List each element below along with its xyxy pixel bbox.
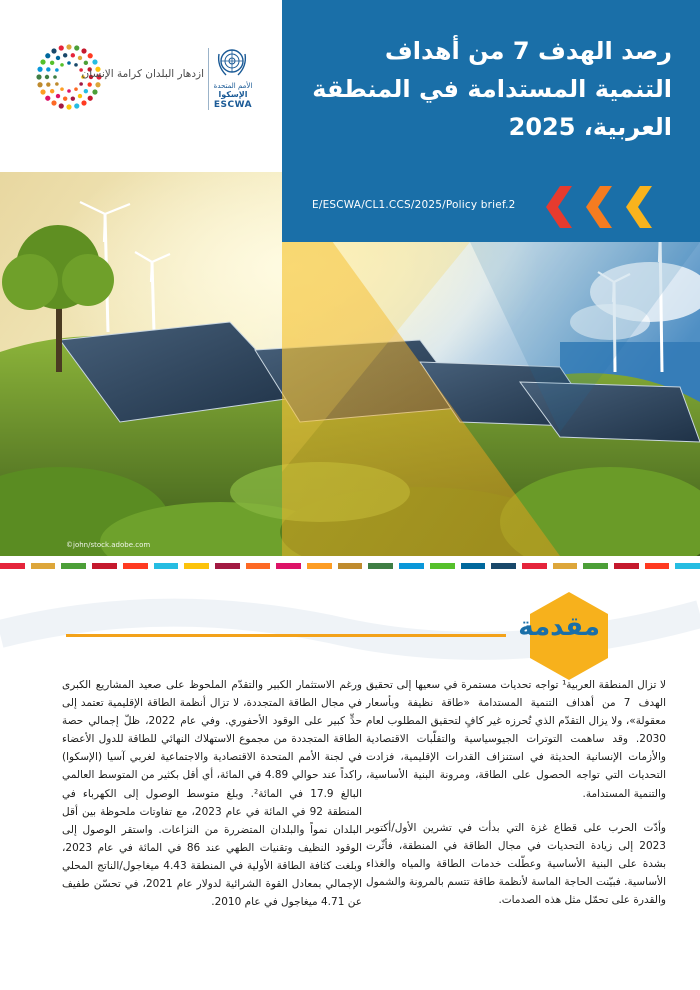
body-column-right [366,676,666,925]
sdg-bar-segment [246,563,271,569]
sdg-bar-segment [338,563,363,569]
sdg-bar-segment [154,563,179,569]
sdg-bar-segment [430,563,455,569]
body-column-left [62,676,362,927]
chevron-shape [546,186,572,228]
org-name-ar: الإسكوا [218,90,248,99]
sdg-bar-segment [491,563,516,569]
logo-tagline: ازدهار البلدان كرامة الإنسان [81,68,204,80]
un-emblem-icon [214,44,250,80]
sdg-bar-segment [583,563,608,569]
page-title: رصد الهدف 7 من أهداف التنمية المستدامة في المنطقة العربية، 2025 [312,37,672,141]
sdg-bar-segment [522,563,547,569]
sdg-bar-segment [215,563,240,569]
sdg-bar-segment [307,563,332,569]
org-name-ar-top: الأمم المتحدة [213,82,253,90]
logo-divider [208,48,209,110]
sdg-bar-segment [123,563,148,569]
sdg-bar-segment [645,563,670,569]
chevrons-icon [540,186,660,228]
heading-underline [66,634,506,637]
section-heading: مقدمة [518,612,600,642]
sdg-bar-segment [0,563,25,569]
chevron-shape [626,186,652,228]
sdg-bar-segment [614,563,639,569]
sdg-bar-segment [61,563,86,569]
sdg-bar-segment [461,563,486,569]
chevron-shape [586,186,612,228]
sdg-bar-segment [276,563,301,569]
paragraph: ورغم الاستثمار الكبير والتقدّم الملحوظ على صعيد المشاريع الكبرى في مجال الطاقة المتجددة، لا تزال أنظمة الطاقة الإقليمية تعتمد إلى حدٍّ كبير على الوقود الأحفوري. وفي عام 2022، ظلّ إجمالي حصة الطاقة المتجددة من مجموع الاستهلاك النهائي للطاقة للدول الأعضاء في لجنة الأمم المتحدة الاقتصادية والاجتماعية لغربي آسيا (الإسكوا) راكداً عند حوالي 4.89 في المائة، أي أقل بكثير من المتوسط العالمي البالغ 17.9 في المائة². وبلغ متوسط الوصول إلى الكهرباء في المنطقة 92 في المائة في عام 2023، مع تفاوتات ملحوظة بين أقل البلدان نمواً والبلدان المتضررة من النزاعات. واستقر الوصول إلى الوقود النظيف وتقنيات الطهي عند 86 في المائة في عام 2023، وبلغت كثافة الطاقة الأولية في المنطقة 4.43 ميغاجول/الناتج المحلي الإجمالي بمعادل القوة الشرائية لدولار عام 2021، في تحسّن طفيف عن 4.71 ميغاجول في عام 2010. [62,679,363,909]
paragraph: وأدّت الحرب على قطاع غزة التي بدأت في تشرين الأول/أكتوبر 2023 إلى زيادة التحديات في مجال الطاقة في المنطقة، فأثّرت بشدة على البنية الأساسية وعطّلت خدمات الطاقة والمياه والغذاء الأساسية. فبيّنت الحاجة الماسة لأنظمة طاقة تتسم بالمرونة والشمول والقدرة على تحمّل مثل هذه الصدمات. [366,821,666,907]
sdg-bar-segment [31,563,56,569]
sdg-bar-segment [675,563,700,569]
sdg-bar-segment [92,563,117,569]
photo-credit: ©john/stock.adobe.com [66,541,151,549]
sdg-bar-segment [399,563,424,569]
document-reference-code: E/ESCWA/CL1.CCS/2025/Policy brief.2 [312,199,516,211]
sdg-bar-segment [368,563,393,569]
sdg-bar-segment [184,563,209,569]
org-name-en: ESCWA [213,100,253,110]
sdg-color-bar [0,563,700,569]
paragraph: لا تزال المنطقة العربية¹ تواجه تحديات مستمرة في سعيها إلى تحقيق الهدف 7 من أهداف التنمية المستدامة «طاقة نظيفة وبأسعار معقولة»، ولا يزال التقدّم الذي تُحرزه غير كافٍ لتحقيق المطلوب لعام 2030. وقد ساهمت التوترات الجيوسياسية والتقلّبات الاقتصادية والأزمات الإنسانية الحديثة في استنزاف القدرات الإقليمية، فزادت التحديات التي تواجه الحصول على الطاقة، ومرونة البنية الأساسية، والتنمية المستدامة. [366,679,666,800]
sdg-bar-segment [553,563,578,569]
